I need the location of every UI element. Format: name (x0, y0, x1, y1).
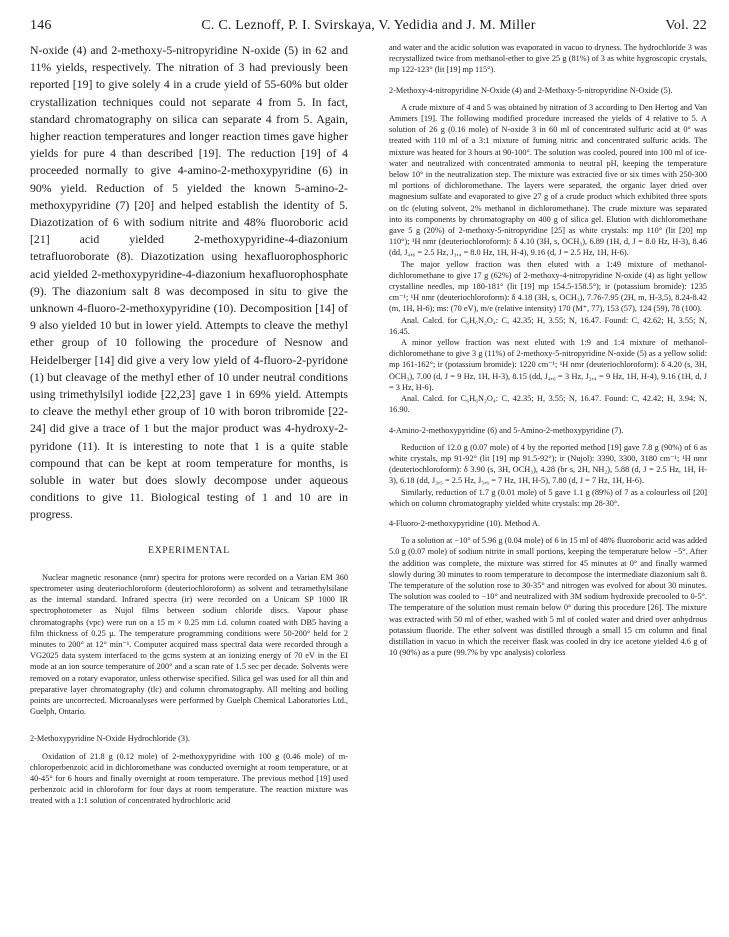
section-paragraph: The major yellow fraction was then eluted with a 1:49 mixture of methanol-dichloromethane to give 17 g (62%) of 2-methoxy-4-nitropyridine N-oxide (4) as light yellow crystalline needles, mp 180-181° (lit [19] mp 154.5-158.5°); ir (potassium bromide): 1235 cm⁻¹; ¹H nmr (deuteriochloroform): δ 4.18 (3H, s, OCH₃), 7.76-7.95 (2H, m, H-3,5), 8.24-8.42 (m, 1H, H-6); ms: (70 eV), m/e (relative intensity) 170 (M⁺, 77), 153 (57), 124 (59), 78 (100). (389, 259, 707, 314)
two-column-body (30, 42, 707, 807)
section-paragraph: Oxidation of 21.8 g (0.12 mole) of 2-methoxypyridine with 100 g (0.46 mole) of m-chloroperbenzoic acid in dichloromethane was conducted overnight at room temperature, or at 40-45° for 6 hours and finally overnight at room temperature. The previous method [19] used perbenzoic acid in chloroform for four days at room temperature. The reaction mixture was treated with a 1:1 solution of concentrated hydrochloric acid (30, 751, 348, 806)
running-authors: C. C. Leznoff, P. I. Svirskaya, V. Yedidia and J. M. Miller (201, 18, 536, 33)
section-heading: 2-Methoxy-4-nitropyridine N-Oxide (4) and 2-Methoxy-5-nitropyridine N-Oxide (5). (389, 85, 673, 95)
section-paragraph: Similarly, reduction of 1.7 g (0.01 mole) of 5 gave 1.1 g (89%) of 7 as a colourless oil [20] which on column chromatography yielded white crystals: mp 28-30°. (389, 487, 707, 508)
analysis-line: Anal. Calcd. for C₆H₆N₂O₄: C, 42.35; H, 3.55; N, 16.47. Found: C, 42.42; H, 3.94; N, 16.90. (389, 394, 707, 415)
right-column (389, 42, 707, 807)
discussion-paragraph: N-oxide (4) and 2-methoxy-5-nitropyridine N-oxide (5) in 62 and 11% yields, respectively. The nitration of 3 had previously been reported [19] to give solely 4 in a crude yield of 55-60% but older crystallization techniques could not separate 4 from 5. In fact, standard chromatography on silica can separate 4 from 5. Again, higher reaction temperatures and longer reaction times gave higher yields for pure 4 than described [19]. The reduction [19] of 4 proceeded normally to give 4-amino-2-methoxypyridine (6) in 90% yield. Reduction of 5 yielded the known 5-amino-2-methoxypyridine (7) [20] and helped establish the identity of 5. Diazotization of 6 with sodium nitrite and 48% fluoroboric acid [21] acid yielded 2-methoxypyridine-4-diazonium tetrafluoroborate (8). Diazotization using hexafluorophosphoric acid yielded 2-methoxypyridine-4-diazonium hexafluorophosphate (9). The diazonium salt 8 was decomposed in situ to give the unknown 4-fluoro-2-methoxypyridine (10). Decomposition [14] of 9 also yielded 10 but in lower yield. Attempts to cleave the methyl ether group of 10 following the procedure of Nesnow and Heidelberger [14] did give a very low yield of 4-fluoro-2-pyridone (1) but cleavage of the methyl ether of 10 under neutral conditions using trimethylsilyl iodide [22,23] gave 1 in 69% yield. Attempts to cleave the methyl ether group of 10 with boron tribromide [22-24] did give a trace of 1 but the major product was 4-hydroxy-2-pyridone (11). It is interesting to note that 1 is a quite stable compound that can be kept at room temperature for months, is soluble in water but does slowly decompose under aqueous conditions to give 11. Biological testing of 1 and 10 are in progress. (30, 43, 348, 522)
analysis-line: Anal. Calcd. for C₆H₆N₂O₄: C, 42.35; H, 3.55; N, 16.47. Found: C, 42.62; H, 3.55; N, 16.45. (389, 315, 707, 336)
section-paragraph: To a solution at −10° of 5.96 g (0.04 mole) of 6 in 15 ml of 48% fluoroboric acid was added 5.0 g (0.07 mole) of sodium nitrite in small portions, keeping the temperature below −5°. After the addition was complete, the mixture was stirred for 45 minutes at 0° and finally warmed slowly during 30 minutes to room temperature to decompose the intermediate diazonium salt 8. The temperature of the solution rose to 30-35° and nitrogen was evolved for about 30 minutes. The solution was cooled to −10° and neutralized with 3M sodium hydroxide precooled to 0-5°. The temperature of the solution must remain below 0° during this procedure [26]. The mixture was extracted with 50 ml of ether, washed with 5 ml of cooled water and dried over anhydrous potassium fluoride. The ether solvent was distilled through a small 15 cm column and final distillation in vacuo in which the receiver flask was cooled in dry ice acetone yielded 4.6 g of 10 (90%) as a pure (99.7% by vpc analysis) colorless (389, 536, 707, 658)
section-paragraph: Reduction of 12.0 g (0.07 mole) of 4 by the reported method [19] gave 7.8 g (90%) of 6 as white crystals, mp 91-92° (lit [19] mp 91.5-92°); ir (Nujol): 3390, 3300, 3180 cm⁻¹; ¹H nmr (deuteriochloroform): δ 3.90 (s, 3H, OCH₃), 4.28 (br s, 2H, NH₂), 5.88 (d, J = 2.5 Hz, 1H, H-3), 6.18 (dd, J₃,₅ = 2.5 Hz, J₅,₆ = 7 Hz, 1H, H-5), 7.80 (d, J = 7 Hz, 1H, H-6). (389, 442, 707, 486)
left-column (30, 42, 348, 807)
experimental-paragraph: Nuclear magnetic resonance (nmr) spectra for protons were recorded on a Varian EM 360 spectrometer using deuteriochloroform (deuteriochloroform) as solvent and tetramethylsilane as the internal standard. Infrared spectra (ir) were recorded on a Unicam SP 1000 IR spectrophotometer as Nujol films between sodium chloride discs. Vapour phase chromatographs (vpc) were run on a 15 m × 0.25 mm i.d. column coated with DB5 having a film thickness of 0.25 µ. The temperature programming conditions were 50-200° held for 2 minutes to 200° at 12° min⁻¹. Computer acquired mass spectral data were recorded through a VG2025 data system interfaced to the gcms system at an ionizing energy of 70 eV in the EI mode at an ion source temperature of 200° and a scan rate of 1.5 sec per decade. Solvents were removed on a rotary evaporator, unless otherwise specified. Silica gel was used for all thin and preparative layer chromatography (tlc) and column chromatography. All melting and boiling points are uncorrected. Microanalyses were performed by Guelph Chemical Laboratories Ltd., Guelph, Ontario. (30, 572, 348, 717)
section-heading: 4-Amino-2-methoxypyridine (6) and 5-Amino-2-methoxypyridine (7). (389, 425, 624, 435)
section-heading: 2-Methoxypyridine N-Oxide Hydrochloride (3). (30, 734, 190, 744)
page-number: 146 (30, 18, 52, 33)
section-paragraph: A minor yellow fraction was next eluted with 1:9 and 1:4 mixture of methanol-dichloromethane to give 3 g (11%) of 2-methoxy-5-nitropyridine N-oxide (5) as a yellow solid: mp 161-162°; ir (potassium bromide): 1220 cm⁻¹; ¹H nmr (deuteriochloroform): δ 4.20 (s, 3H, OCH₃), 7.00 (d, J = 9 Hz, 1H, H-3), 8.15 (dd, J₄,₆ = 3 Hz, J₃,₄ = 9 Hz, 1H, H-4), 9.16 (1H, d, J = 3 Hz, H-6). (389, 338, 707, 392)
running-header (30, 18, 707, 42)
volume-label: Vol. 22 (665, 18, 707, 33)
section-paragraph: A crude mixture of 4 and 5 was obtained by nitration of 3 according to Den Hertog and Van Ammers [19]. The following modified procedure increased the yields of 4 relative to 5. A solution of 26 g (0.16 mole) of N-oxide 3 in 60 ml of concentrated sulfuric acid at 0° was treated with 110 ml of a 3:1 mixture of fuming nitric and concentrated sulfuric acids. The mixture was heated for 3 hours at 90-100°. The solution was cooled, poured into 100 ml of ice-water and neutralized with concentrated ammonia to neutral pH, keeping the temperature below 10° in the neutralization step. The mixture was extracted five or six times with 250-300 ml portions of dichloromethane. The layers were separated, the organic layer dried over magnesium sulfate and evaporated to give 27 g of a crude product which exhibited three spots on tlc (eluting solvent, 2% methanol in dichloromethane). The crude mixture was separated into its components by chromatography on 400 g of silica gel. Elution with dichloromethane gave 5 g (20%) of 2-methoxy-5-nitropyridine [25] as white crystals: mp 110° (lit [20] mp 110°); ¹H nmr (deuteriochloroform): δ 4.10 (3H, s, OCH₃), 6.89 (1H, d, J = 8.0 Hz, H-3), 8.46 (dd, J₄,₆ = 2.5 Hz, J₃,₄ = 8.0 Hz, 1H, H-4), 9.16 (d, J = 2.5 Hz, 1H, H-6). (389, 102, 707, 258)
section-paragraph: and water and the acidic solution was evaporated in vacuo to dryness. The hydrochloride 3 was recrystallized twice from methanol-ether to give 25 g (81%) of 3 as white hygroscopic crystals, mp 122-123° (lit [19] mp 115°). (389, 43, 707, 75)
experimental-heading: EXPERIMENTAL (148, 545, 230, 556)
section-heading: 4-Fluoro-2-methoxypyridine (10). Method A. (389, 518, 540, 528)
